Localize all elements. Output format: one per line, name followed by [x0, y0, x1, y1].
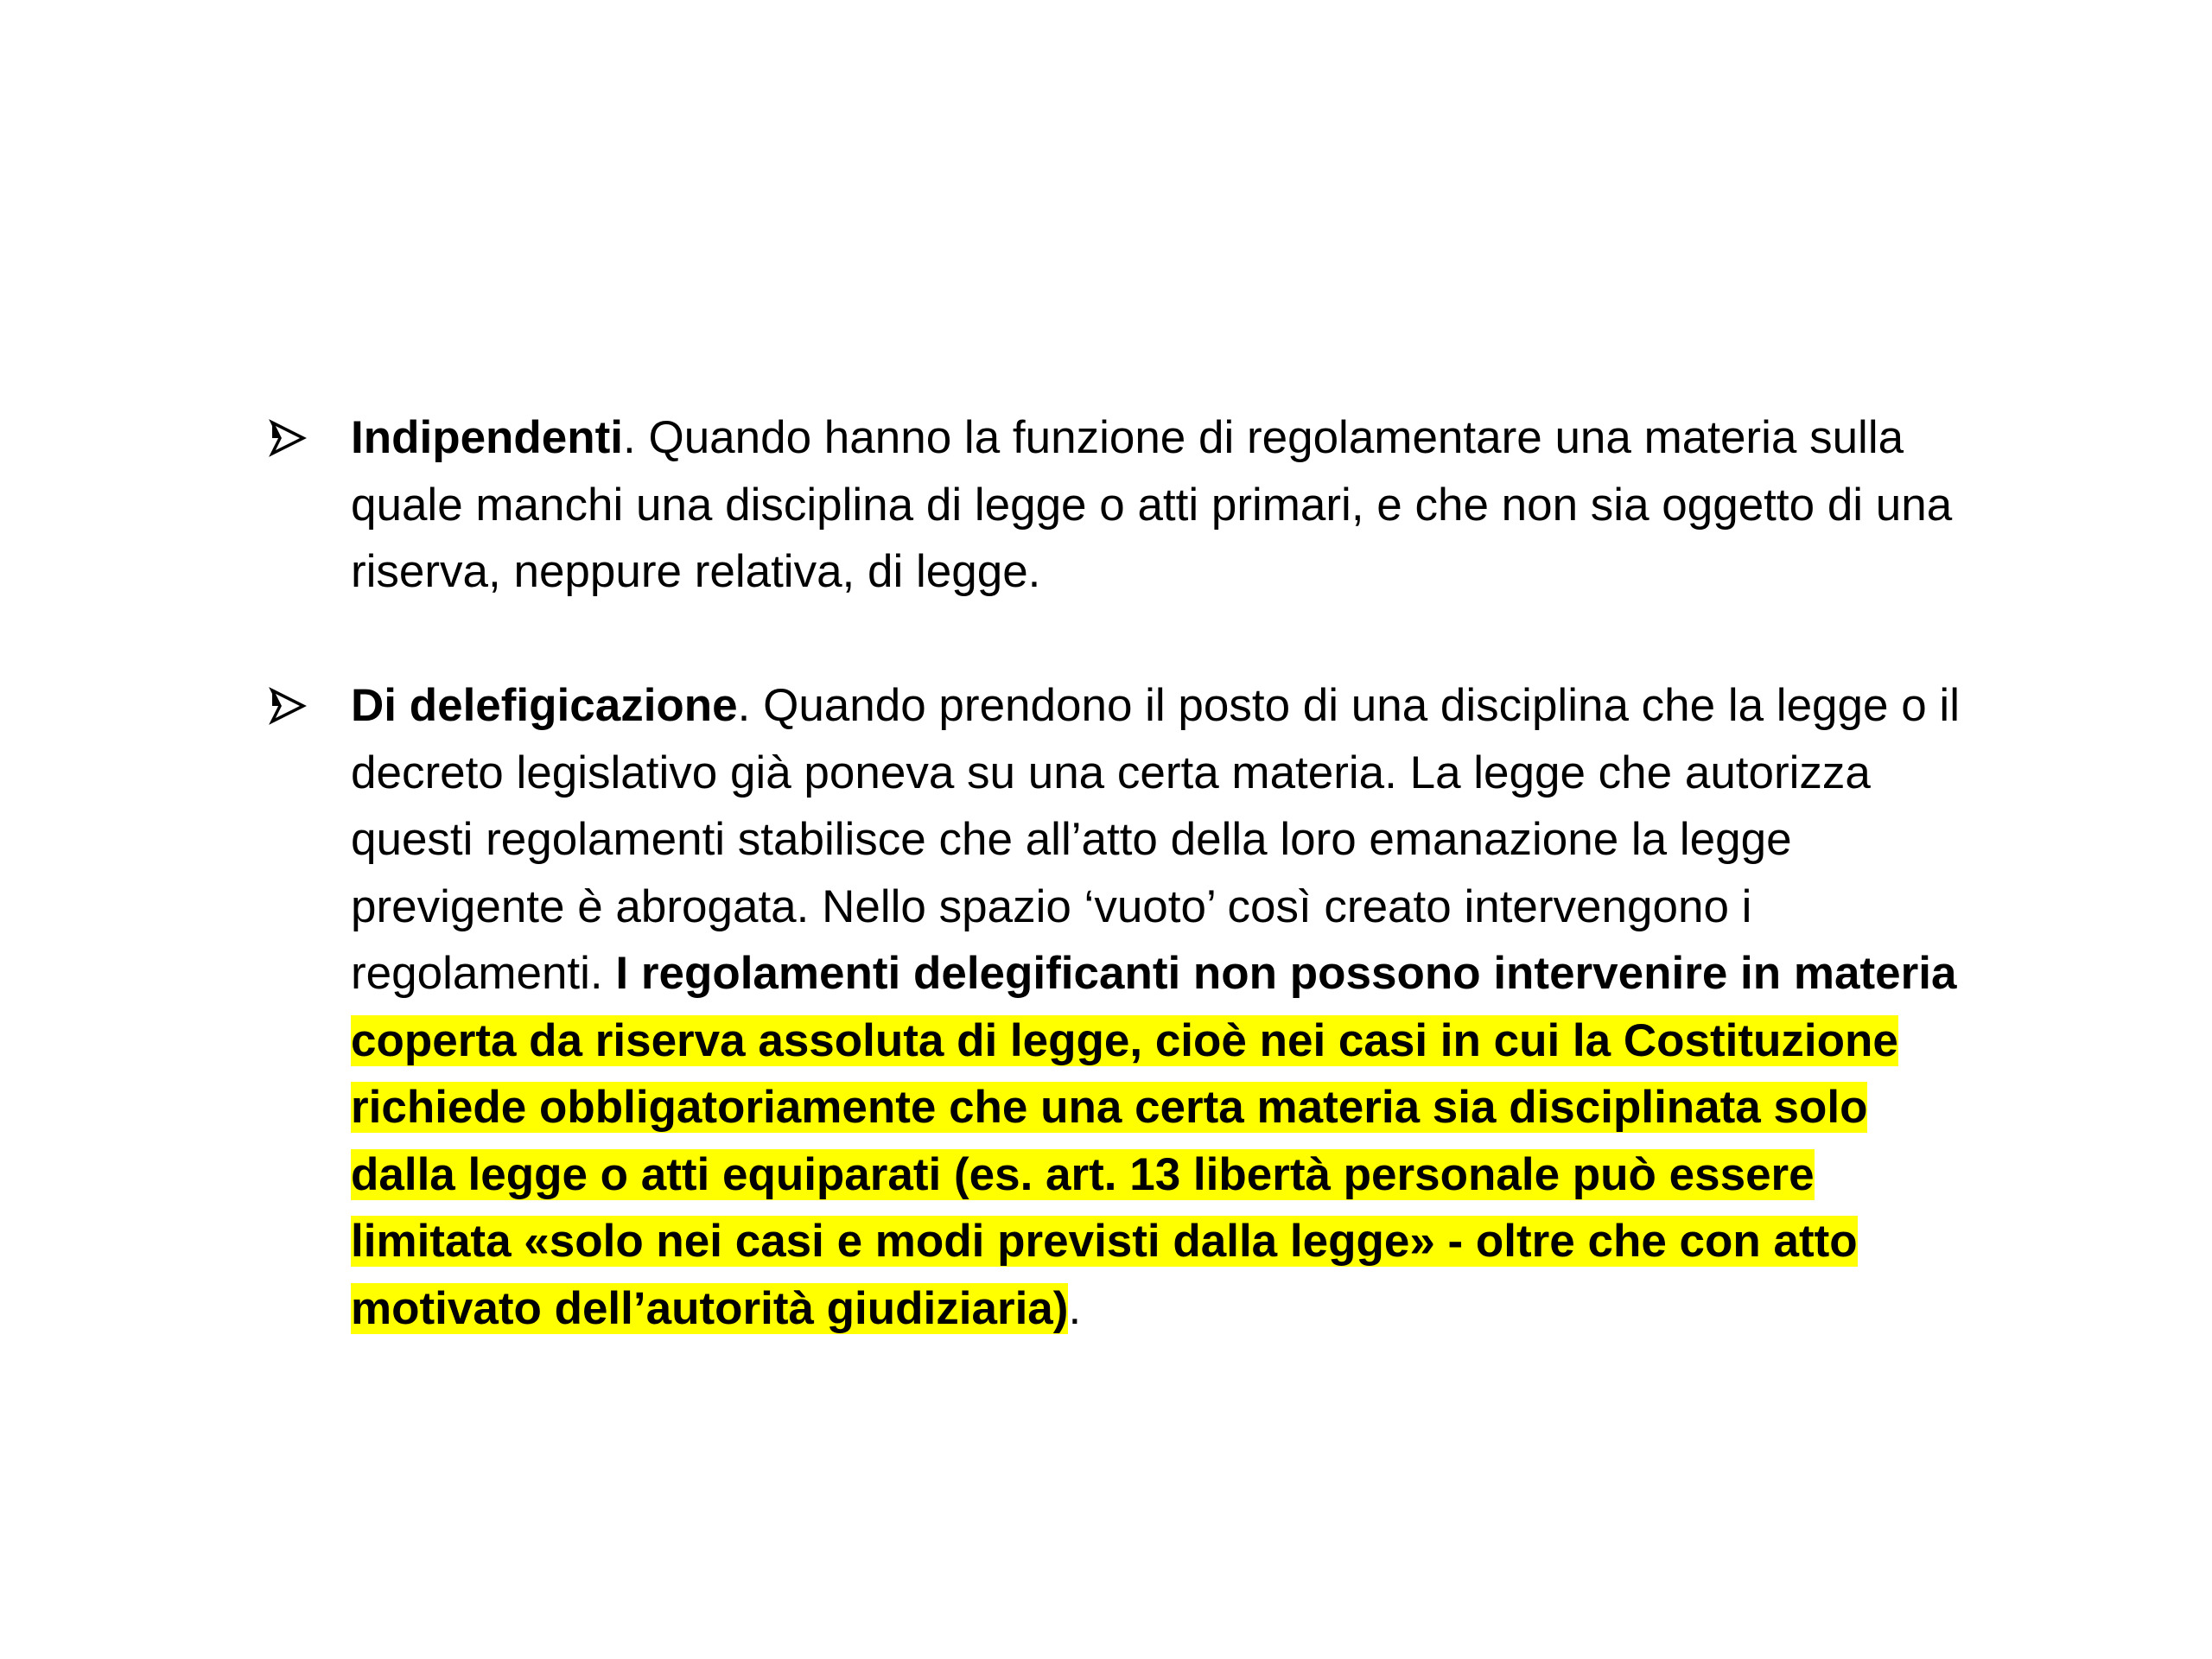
item-end-text: .	[1068, 1282, 1082, 1334]
item-text: . Quando hanno la funzione di regolamentare una materia sulla quale manchi una disciplina di legge o atti primari, e che non sia oggetto di una riserva, neppure relativa, di legge.	[351, 412, 1953, 597]
bullet-list	[259, 404, 1970, 1342]
arrowhead-bullet-icon	[269, 687, 307, 725]
bullet-item-delefigicazione	[259, 672, 1970, 1342]
item-text: . Quando prendono il posto di una disciplina che la legge o il decreto legislativo già poneva su una certa materia. La legge che autorizza questi regolamenti stabilisce che all’atto della loro emanazione la legge previgente è abrogata. Nello spazio ‘vuoto’ così creato intervengono i regolamenti.	[351, 680, 1960, 999]
item-term: Indipendenti	[351, 412, 624, 463]
item-term: Di delefigicazione	[351, 680, 738, 731]
item-highlighted-text: coperta da riserva assoluta di legge, cioè nei casi in cui la Costituzione richiede obbligatoriamente che una certa materia sia disciplinata solo dalla legge o atti equiparati (es. art. 13 libertà personale può essere limitata «solo nei casi e modi previsti dalla legge» - oltre che con atto motivato dell’autorità giudiziaria)	[351, 1014, 1898, 1334]
bullet-item-indipendenti	[259, 404, 1970, 606]
arrowhead-bullet-icon	[269, 419, 307, 457]
item-bold-text: I regolamenti delegificanti non possono intervenire in materia	[615, 948, 1957, 999]
